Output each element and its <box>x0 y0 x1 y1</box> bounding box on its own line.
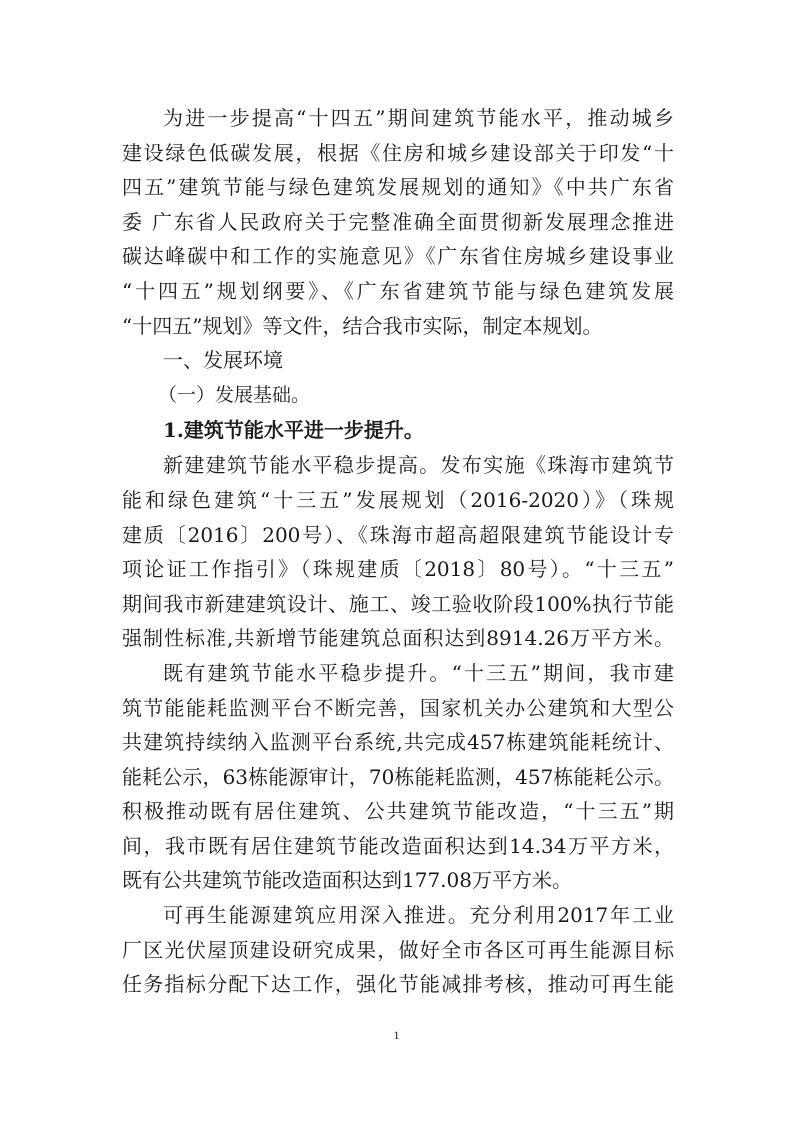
text-line: 既有公共建筑节能改造面积达到177.08万平方米。 <box>122 868 572 893</box>
text-line: 委 广东省人民政府关于完整准确全面贯彻新发展理念推进 <box>122 209 674 234</box>
text-line: 期间我市新建建筑设计、施工、竣工验收阶段100%执行节能 <box>122 591 674 616</box>
text-line: “十四五”规划》等文件，结合我市实际，制定本规划。 <box>122 313 603 338</box>
text-line: 积极推动既有居住建筑、公共建筑节能改造，“十三五”期 <box>122 799 674 824</box>
text-line: 项论证工作指引》（珠规建质〔2018〕80号）。“十三五” <box>122 557 674 582</box>
new-buildings-paragraph <box>122 448 674 656</box>
text-line: 既有建筑节能水平稳步提升。“十三五”期间，我市建 <box>163 660 674 685</box>
text-line: 为进一步提高“十四五”期间建筑节能水平，推动城乡 <box>163 106 674 130</box>
text-line: 厂区光伏屋顶建设研究成果，做好全市各区可再生能源目标 <box>122 937 674 962</box>
text-line: 碳达峰碳中和工作的实施意见》《广东省住房城乡建设事业 <box>122 244 674 269</box>
text-line: 强制性标准,共新增节能建筑总面积达到8914.26万平方米。 <box>122 626 674 651</box>
text-line: 建质〔2016〕200号）、《珠海市超高超限建筑节能设计专 <box>122 522 674 547</box>
text-line: 建设绿色低碳发展，根据《住房和城乡建设部关于印发“十 <box>122 140 674 165</box>
text-line: 共建筑持续纳入监测平台系统,共完成457栋建筑能耗统计、 <box>122 730 674 755</box>
intro-paragraph <box>122 101 674 343</box>
document-page <box>122 101 674 1002</box>
text-line: “十四五”规划纲要》、《广东省建筑节能与绿色建筑发展 <box>122 278 674 303</box>
text-line: 四五”建筑节能与绿色建筑发展规划的通知》《中共广东省 <box>122 175 674 200</box>
text-line: 新建建筑节能水平稳步提高。发布实施《珠海市建筑节 <box>163 453 674 478</box>
section-heading: 一、发展环境 <box>163 348 283 373</box>
text-line: 能和绿色建筑“十三五”发展规划（2016-2020）》（珠规 <box>122 487 674 512</box>
text-line: 任务指标分配下达工作，强化节能减排考核，推动可再生能 <box>122 972 674 997</box>
text-line: 能耗公示，63栋能源审计，70栋能耗监测，457栋能耗公示。 <box>122 764 674 789</box>
subsection-heading: （一）发展基础。 <box>158 383 311 406</box>
renewable-paragraph <box>122 898 674 1002</box>
text-line: 可再生能源建筑应用深入推进。充分利用2017年工业 <box>163 903 674 928</box>
text-line: 筑节能能耗监测平台不断完善，国家机关办公建筑和大型公 <box>122 695 674 720</box>
page-number: 1 <box>393 1028 400 1042</box>
existing-buildings-paragraph <box>122 656 674 898</box>
text-line: 间，我市既有居住建筑节能改造面积达到14.34万平方米， <box>122 833 674 858</box>
item-heading: 1.建筑节能水平进一步提升。 <box>163 418 424 443</box>
